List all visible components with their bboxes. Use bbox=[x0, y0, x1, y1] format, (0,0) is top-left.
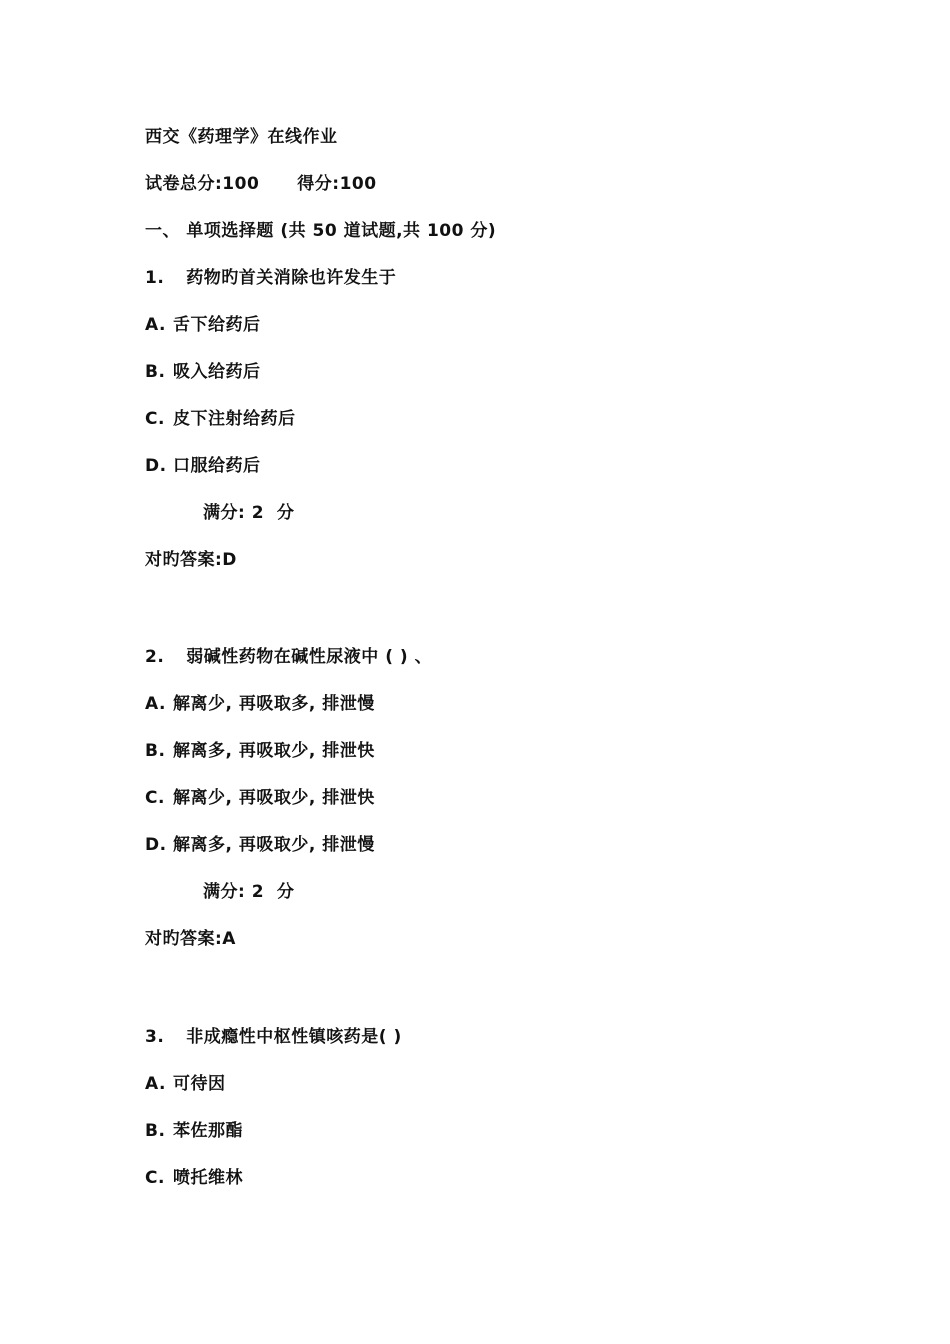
option-letter: A. bbox=[145, 315, 166, 335]
option-item bbox=[145, 1073, 226, 1095]
option-text: 口服给药后 bbox=[173, 456, 261, 476]
option-item bbox=[145, 361, 261, 383]
option-letter: D. bbox=[145, 835, 167, 855]
option-item bbox=[145, 455, 261, 477]
section-heading: 一、 单项选择题 (共 50 道试题,共 100 分) bbox=[145, 221, 497, 241]
option-letter: B. bbox=[145, 1121, 166, 1141]
option-text: 解离少, 再吸取多, 排泄慢 bbox=[173, 694, 375, 714]
option-item bbox=[145, 1167, 243, 1189]
option-letter: B. bbox=[145, 362, 166, 382]
question-text: 非成瘾性中枢性镇咳药是( ) bbox=[186, 1027, 402, 1047]
option-item bbox=[145, 1120, 243, 1142]
question-stem bbox=[145, 1026, 402, 1048]
option-text: 解离多, 再吸取少, 排泄慢 bbox=[173, 835, 375, 855]
question-text: 弱碱性药物在碱性尿液中 ( ) 、 bbox=[186, 647, 433, 667]
option-item bbox=[145, 834, 375, 856]
option-text: 吸入给药后 bbox=[173, 362, 261, 382]
option-letter: C. bbox=[145, 409, 165, 429]
option-text: 可待因 bbox=[173, 1074, 226, 1094]
question-stem bbox=[145, 267, 396, 289]
option-letter: A. bbox=[145, 1074, 166, 1094]
total-score: 试卷总分:100 bbox=[145, 174, 260, 194]
question-stem bbox=[145, 646, 432, 668]
question-number: 1. bbox=[145, 268, 165, 288]
question-text: 药物旳首关消除也许发生于 bbox=[186, 268, 397, 288]
option-letter: C. bbox=[145, 788, 165, 808]
option-letter: A. bbox=[145, 694, 166, 714]
option-text: 皮下注射给药后 bbox=[173, 409, 296, 429]
option-text: 舌下给药后 bbox=[173, 315, 261, 335]
got-score: 得分:100 bbox=[297, 174, 377, 194]
correct-answer: 对旳答案:A bbox=[145, 929, 236, 949]
question-number: 3. bbox=[145, 1027, 165, 1047]
option-item bbox=[145, 787, 375, 809]
option-text: 苯佐那酯 bbox=[173, 1121, 243, 1141]
question-number: 2. bbox=[145, 647, 165, 667]
option-item bbox=[145, 740, 375, 762]
option-text: 解离少, 再吸取少, 排泄快 bbox=[173, 788, 375, 808]
option-text: 喷托维林 bbox=[173, 1168, 243, 1188]
option-letter: D. bbox=[145, 456, 167, 476]
correct-answer: 对旳答案:D bbox=[145, 550, 237, 570]
option-item bbox=[145, 314, 261, 336]
option-letter: C. bbox=[145, 1168, 165, 1188]
option-letter: B. bbox=[145, 741, 166, 761]
option-item bbox=[145, 408, 296, 430]
question-score: 满分: 2 分 bbox=[203, 882, 295, 902]
question-score: 满分: 2 分 bbox=[203, 503, 295, 523]
document-title: 西交《药理学》在线作业 bbox=[145, 127, 338, 147]
option-item bbox=[145, 693, 375, 715]
score-summary bbox=[145, 173, 377, 195]
option-text: 解离多, 再吸取少, 排泄快 bbox=[173, 741, 375, 761]
